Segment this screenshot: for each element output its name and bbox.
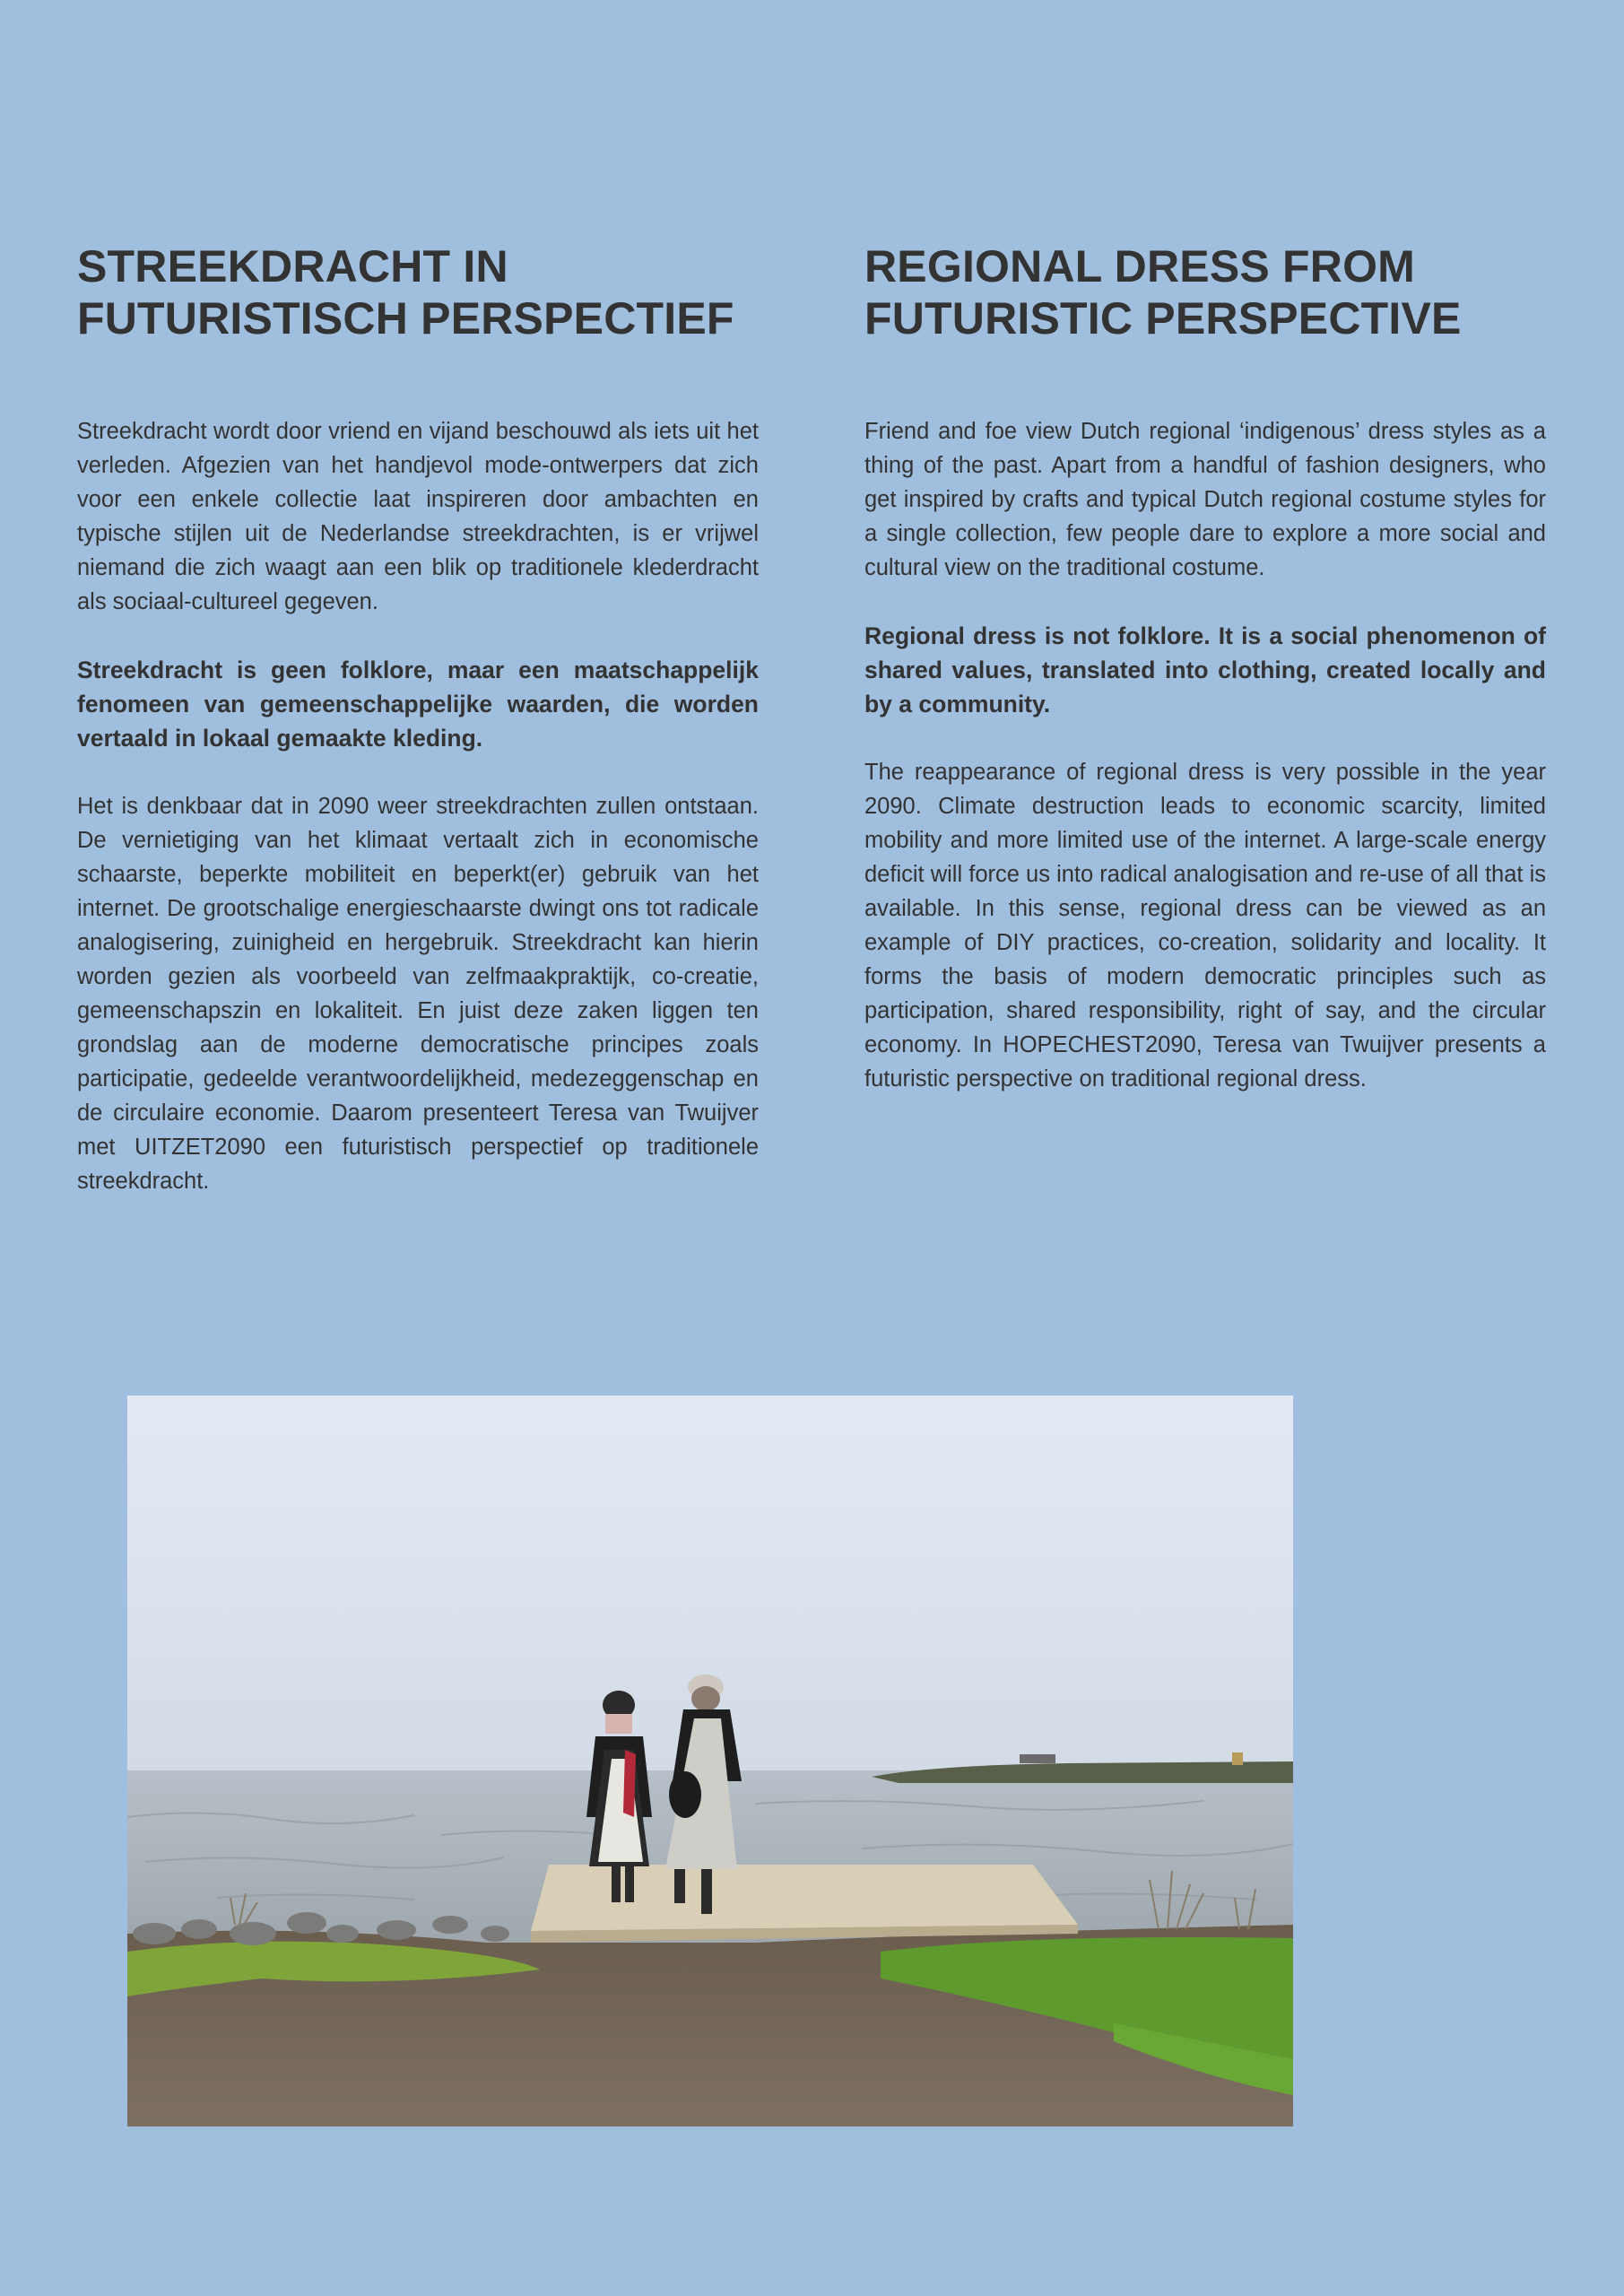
english-title-line1: REGIONAL DRESS FROM <box>864 241 1416 291</box>
english-intro-paragraph: Friend and foe view Dutch regional ‘indigenous’ dress styles as a thing of the past. Apart from a handful of fashion designers, who get inspired by crafts and typical Dutch regional costume styles for a single collection, few people dare to explore a more social and cultural view on the traditional costume. <box>864 419 1546 580</box>
english-title <box>864 240 1546 344</box>
english-pull-quote: Regional dress is not folklore. It is a social phenomenon of shared values, translated into clothing, created locally and by a community. <box>864 622 1546 718</box>
dutch-title-line1: STREEKDRACHT IN <box>77 241 508 291</box>
distant-structure <box>1020 1754 1055 1763</box>
dutch-title <box>77 240 759 344</box>
dutch-pull-quote: Streekdracht is geen folklore, maar een maatschappelijk fenomeen van gemeenschappelijke waarden, die worden vertaald in lokaal gemaakte kleding. <box>77 657 759 752</box>
dutch-intro-paragraph: Streekdracht wordt door vriend en vijand beschouwd als iets uit het verleden. Afgezien van het handjevol mode-ontwerpers dat zich voor een enkele collectie laat inspireren door ambachten en typische stijlen uit de Nederlandse streekdrachten, is er vrijwel niemand die zich waagt aan een blik op traditionele klederdracht als sociaal-cultureel gegeven. <box>77 419 759 614</box>
dutch-title-line2: FUTURISTISCH PERSPECTIEF <box>77 293 734 344</box>
coastal-photo <box>127 1396 1293 2126</box>
dutch-column <box>77 240 759 1198</box>
english-title-line2: FUTURISTIC PERSPECTIVE <box>864 293 1462 344</box>
english-column <box>864 240 1546 1096</box>
dutch-body-paragraph: Het is denkbaar dat in 2090 weer streekdrachten zullen ontstaan. De vernietiging van het klimaat vertaalt zich in economische schaarste, beperkte mobiliteit en beperkt(er) gebruik van het internet. De grootschalige energieschaarste dwingt ons tot radicale analogisering, zuinigheid en hergebruik. Streekdracht kan hierin worden gezien als voorbeeld van zelfmaakpraktijk, co-creatie, gemeenschapszin en lokaliteit. En juist deze zaken liggen ten grondslag aan de moderne democratische principes zoals participatie, gedeelde verantwoordelijkheid, medezeggenschap en de circulaire economie. Daarom presenteert Teresa van Twuijver met UITZET2090 een futuristisch perspectief op traditionele streekdracht. <box>77 794 759 1194</box>
english-body-paragraph: The reappearance of regional dress is very possible in the year 2090. Climate destruction leads to economic scarcity, limited mobility and more limited use of the internet. A large-scale energy deficit will force us into radical analogisation and re-use of all that is available. In this sense, regional dress can be viewed as an example of DIY practices, co-creation, solidarity and locality. It forms the basis of modern democratic principles such as participation, shared responsibility, right of say, and the circular economy. In HOPECHEST2090, Teresa van Twuijver presents a futuristic perspective on traditional regional dress. <box>864 760 1546 1091</box>
